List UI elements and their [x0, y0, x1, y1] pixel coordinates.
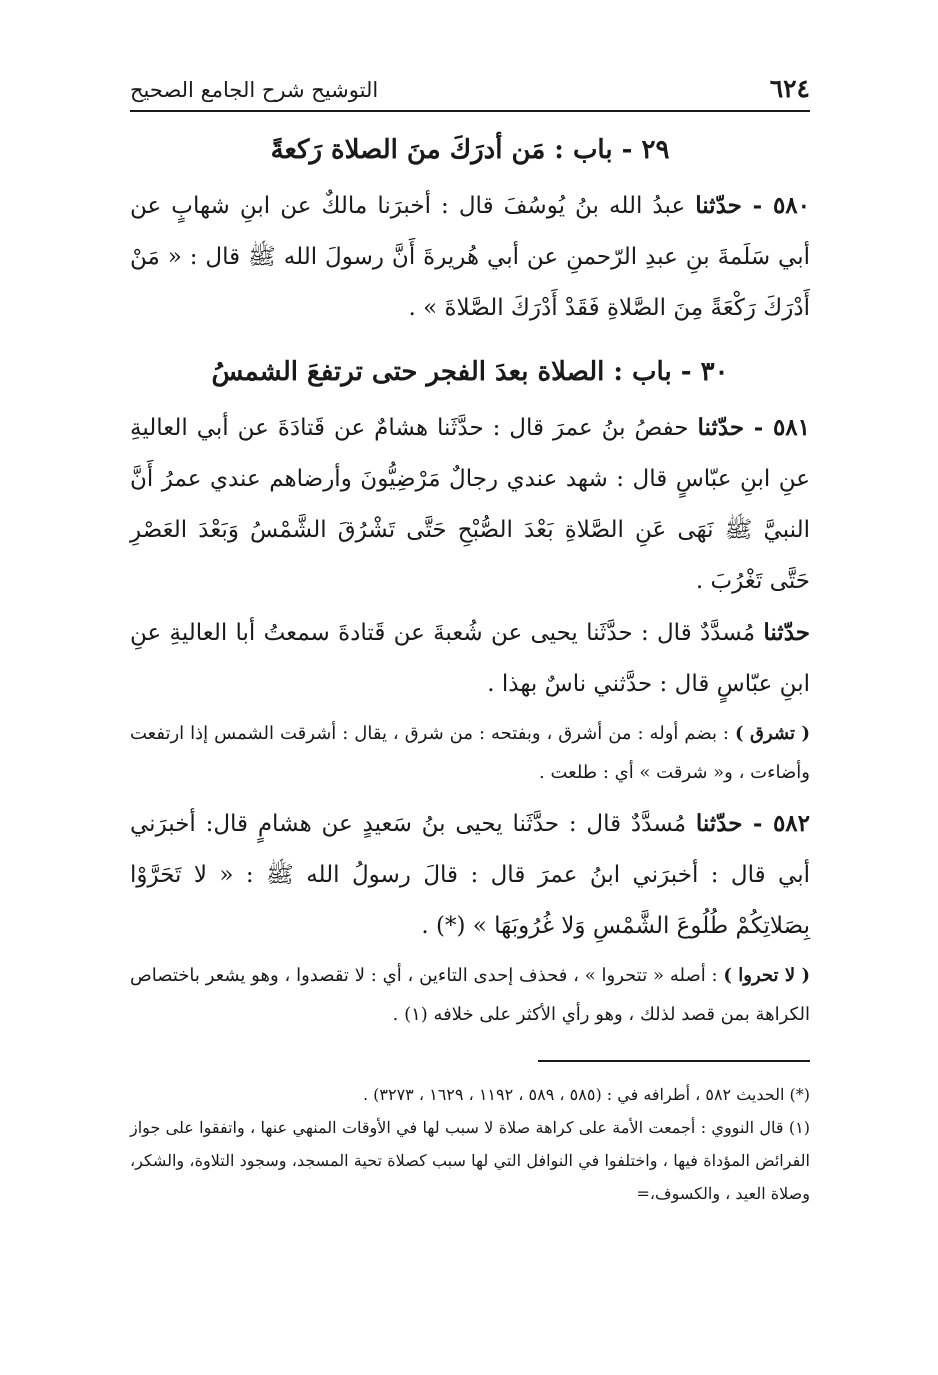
hadith-581b-lead: حدّثنا: [763, 619, 810, 646]
hadith-581b-text: مُسدَّدٌ قال : حدَّثَنا يحيى عن شُعبةَ عن قَتادةَ سمعتُ أبا العاليةِ عنِ ابنِ عبّاسٍ قال : حدَّثني ناسٌ بهذا .: [130, 620, 810, 697]
hadith-580-lead: ٥٨٠ - حدّثنا: [695, 192, 810, 219]
page-header: [130, 70, 810, 112]
book-page: [130, 70, 810, 1210]
footnote-divider: [538, 1060, 810, 1062]
chapter-heading-30: ٣٠ - باب : الصلاة بعدَ الفجر حتى ترتفعَ الشمسُ: [211, 357, 729, 387]
hadith-581-second-chain: [130, 607, 810, 710]
hadith-581-lead: ٥٨١ - حدّثنا: [697, 414, 811, 441]
hadith-582: [130, 798, 810, 952]
hadith-580-text: عبدُ الله بنُ يُوسُفَ قال : أخبرَنا مالكٌ عن ابنِ شهابٍ عن أبي سَلَمةَ بنِ عبدِ الرّحمنِ عن أبي هُريرةَ أَنَّ رسولَ الله ﷺ قال : « مَنْ أَدْرَكَ رَكْعَةً مِنَ الصَّلاةِ فَقَدْ أَدْرَكَ الصَّلاةَ » .: [130, 193, 810, 321]
chapter-heading-29: ٢٩ - باب : مَن أدرَكَ منَ الصلاة رَكعةً: [270, 135, 670, 165]
footnote-1: (١) قال النووي : أجمعت الأمة على كراهة صلاة لا سبب لها في الأوقات المنهي عنها ، واتفقوا على جواز الفرائض المؤداة فيها ، واختلفوا في النوافل التي لها سبب كصلاة تحية المسجد، وسجود التلاوة، والشكر، وصلاة العيد ، والكسوف،=: [130, 1118, 810, 1203]
hadith-582-lead: ٥٨٢ - حدّثنا: [695, 810, 810, 837]
hadith-582-text: مُسدَّدٌ قال : حدَّثَنا يحيى بنُ سَعيدٍ عن هشامٍ قال: أخبرَني أبي قال : أخبرَني ابنُ عمرَ قال : قالَ رسولُ الله ﷺ : « لا تَحَرَّوْا بِصَلاتِكُمْ طُلُوعَ الشَّمْسِ وَلا غُرُوبَهَا » (*) .: [130, 811, 810, 939]
commentary-term-tashruq: ( تشرق ): [734, 723, 810, 744]
footnote-star: (*) الحديث ٥٨٢ ، أطرافه في : (٥٨٥ ، ٥٨٩ ، ١١٩٢ ، ١٦٢٩ ، ٣٢٧٣) .: [362, 1085, 810, 1104]
hadith-580: [130, 180, 810, 334]
hadith-581: [130, 402, 810, 607]
commentary-text-tashruq: : بضم أوله : من أشرق ، وبفتحه : من شرق ، يقال : أشرقت الشمس إذا ارتفعت وأضاءت ، و« شرقت » أي : طلعت .: [130, 723, 810, 783]
commentary-la-taharraw: [130, 956, 810, 1034]
commentary-text-la-taharraw: : أصله « تتحروا » ، فحذف إحدى التاءين ، أي : لا تقصدوا ، وهو يشعر باختصاص الكراهة بمن قصد لذلك ، وهو رأي الأكثر على خلافه (١) .: [130, 965, 810, 1025]
hadith-581-text: حفصُ بنُ عمرَ قال : حدَّثَنا هشامٌ عن قَتادَةَ عن أبي العاليةِ عنِ ابنِ عبّاسٍ قال : شهد عندي رجالٌ مَرْضِيُّونَ وأرضاهم عندي عمرُ أَنَّ النبيَّ ﷺ نَهَى عَنِ الصَّلاةِ بَعْدَ الصُّبْحِ حَتَّى تَشْرُقَ الشَّمْسُ وَبَعْدَ العَصْرِ حَتَّى تَغْرُبَ .: [130, 415, 810, 594]
commentary-tashruq: [130, 714, 810, 792]
commentary-term-la-taharraw: ( لا تحروا ): [723, 965, 810, 986]
page-number: ٦٢٤: [769, 74, 810, 103]
running-title: التوشيح شرح الجامع الصحيح: [130, 78, 379, 102]
